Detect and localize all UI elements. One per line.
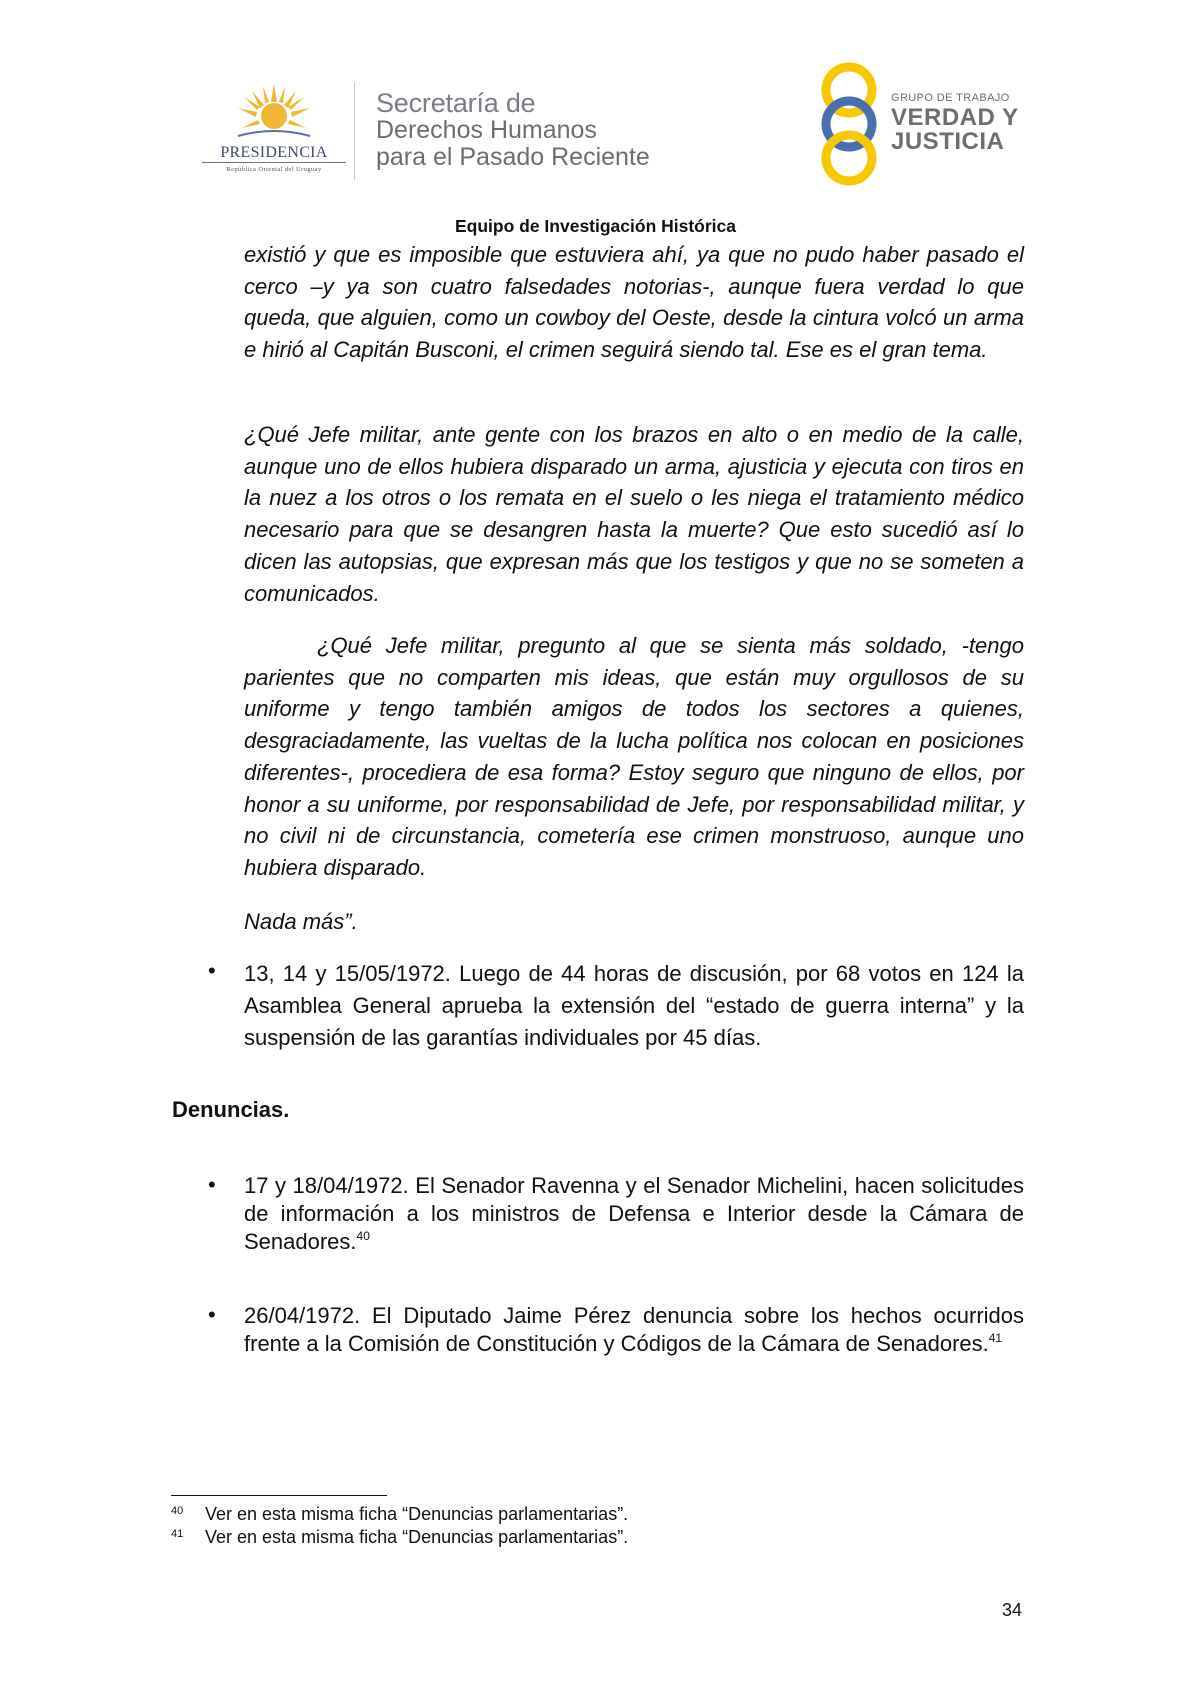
footnote-separator <box>171 1495 387 1496</box>
bullet-item-asamblea: 13, 14 y 15/05/1972. Luego de 44 horas de discusión, por 68 votos en 124 la Asamblea General aprueba la extensión del “estado de guerra interna” y la suspensión de las garantías individuales por 45 días. <box>244 961 1024 1050</box>
footnote-number: 41 <box>171 1528 184 1540</box>
linked-rings-icon <box>815 62 885 188</box>
verdad-justicia-text <box>891 92 1019 154</box>
grupo-line1: GRUPO DE TRABAJO <box>891 92 1010 104</box>
bullet-item-ravenna-michelini <box>244 1172 1024 1256</box>
bullet-text: 26/04/1972. El Diputado Jaime Pérez denuncia sobre los hechos ocurridos frente a la Comisión de Constitución y Códigos de la Cámara de Senadores. <box>244 1303 1024 1356</box>
header-divider <box>354 82 355 180</box>
bullet-marker: • <box>208 958 216 983</box>
footnote-text: Ver en esta misma ficha “Denuncias parlamentarias”. <box>205 1527 629 1547</box>
quote-paragraph-4: Nada más”. <box>244 909 358 934</box>
verdad-justicia-logo <box>815 62 1025 188</box>
secretaria-line1: Secretaría de <box>376 88 536 118</box>
secretaria-logo-text <box>376 90 650 171</box>
presidencia-logo <box>198 82 350 182</box>
grupo-line3: JUSTICIA <box>891 128 1005 155</box>
section-heading-denuncias: Denuncias. <box>172 1097 290 1122</box>
footnote-ref[interactable]: 40 <box>356 1229 370 1243</box>
secretaria-line2: Derechos Humanos <box>376 116 597 144</box>
grupo-line2: VERDAD Y <box>891 104 1019 131</box>
logo-divider <box>202 162 346 163</box>
page-header <box>0 0 1191 236</box>
footnote-ref[interactable]: 41 <box>988 1331 1003 1345</box>
team-title: Equipo de Investigación Histórica <box>454 216 737 236</box>
quote-paragraph-3: ¿Qué Jefe militar, pregunto al que se sienta más soldado, -tengo parientes que no comparten mis ideas, que están muy orgullosos de su uniforme y tengo también amigos de todos los sectores a quienes, desgraciadamente, las vueltas de la lucha política nos colocan en posiciones diferentes-, procediera de esa forma? Estoy seguro que ninguno de ellos, por honor a su uniforme, por responsabilidad de Jefe, por responsabilidad militar, y no civil ni de circunstancia, cometería ese crimen monstruoso, aunque uno hubiera disparado. <box>244 633 1024 880</box>
secretaria-line3: para el Pasado Reciente <box>376 143 650 171</box>
bullet-text: 17 y 18/04/1972. El Senador Ravenna y el Senador Michelini, hacen solicitudes de información a los ministros de Defensa e Interior desde la Cámara de Senadores. <box>244 1173 1024 1254</box>
bullet-marker: • <box>208 1172 216 1197</box>
quote-paragraph-1: existió y que es imposible que estuviera ahí, ya que no pudo haber pasado el cerco –y ya son cuatro falsedades notorias-, aunque fuera verdad lo que queda, que alguien, como un cowboy del Oeste, desde la cintura volcó un arma e hirió al Capitán Busconi, el crimen seguirá siendo tal. Ese es el gran tema. <box>244 242 1024 363</box>
page-number: 34 <box>1002 1600 1023 1620</box>
presidencia-name: PRESIDENCIA <box>220 144 328 161</box>
footnote-41 <box>171 1523 628 1548</box>
sun-icon <box>234 82 314 142</box>
presidencia-subtitle: República Oriental del Uruguay <box>226 166 322 173</box>
quote-paragraph-2: ¿Qué Jefe militar, ante gente con los brazos en alto o en medio de la calle, aunque uno de ellos hubiera disparado un arma, ajusticia y ejecuta con tiros en la nuez a los otros o los remata en el suelo o les niega el tratamiento médico necesario para que se desangren hasta la muerte? Que esto sucedió así lo dicen las autopsias, que expresan más que los testigos y que no se someten a comunicados. <box>244 422 1024 606</box>
footnote-text: Ver en esta misma ficha “Denuncias parlamentarias”. <box>205 1504 629 1524</box>
footnote-number: 40 <box>171 1505 184 1517</box>
footnote-40 <box>171 1500 628 1525</box>
bullet-marker: • <box>208 1302 216 1327</box>
bullet-item-jaime-perez <box>244 1302 1024 1358</box>
